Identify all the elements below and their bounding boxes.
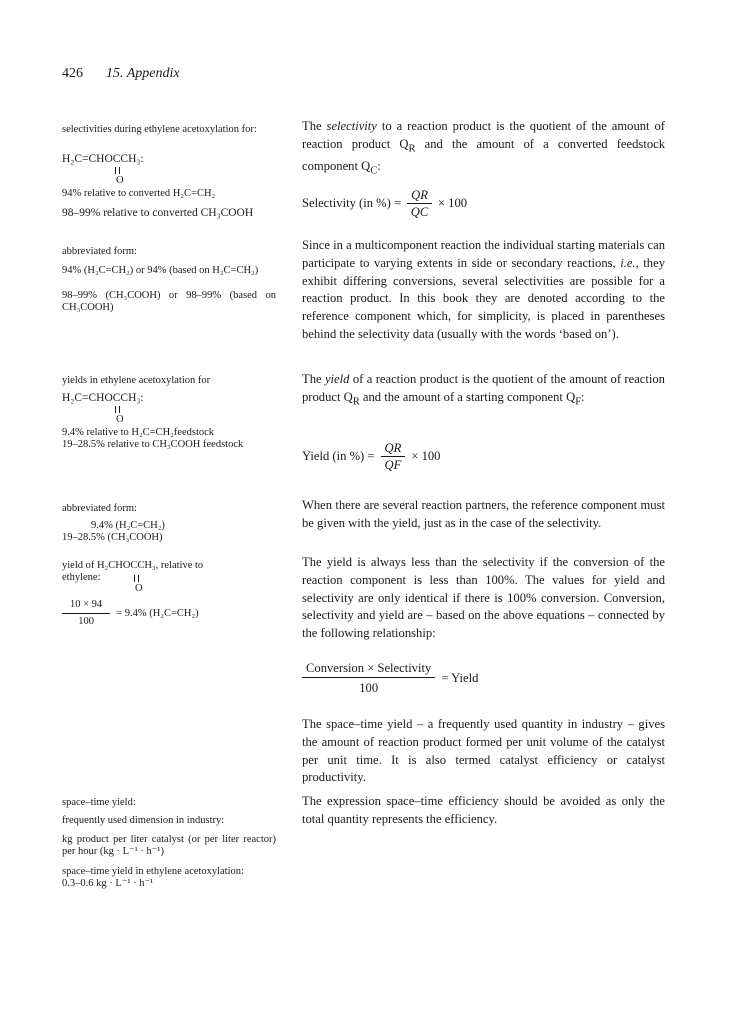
space-time-yield-unit: kg product per liter catalyst (or per liter reactor) per hour (kg · L⁻¹ · h⁻¹): [62, 834, 276, 857]
yield-formula: [302, 441, 440, 472]
yield-term: yield: [324, 372, 350, 386]
relationship-fraction: [302, 661, 435, 695]
running-head: 15. Appendix: [106, 66, 180, 81]
fraction-numerator: Conversion × Selectivity: [302, 661, 435, 678]
selectivities-label: selectivities during ethylene acetoxylation for:: [62, 124, 257, 135]
space-time-yield-value-label: space–time yield in ethylene acetoxylation:: [62, 866, 244, 877]
calc-denominator: 100: [78, 616, 94, 627]
selectivity-line-acetic-acid: 98–99% relative to converted CH₃COOH: [62, 207, 254, 219]
carbonyl-oxygen: O: [135, 583, 143, 594]
space-time-efficiency-paragraph: The expression space–time efficiency should be avoided as only the total quantity represents the efficiency.: [302, 794, 665, 826]
yield-of-label: yield of H₂CHOCCH₃, relative to ethylene:: [62, 560, 204, 583]
space-time-yield-paragraph: The space–time yield – a frequently used quantity in industry – gives the amount of reaction product formed per unit volume of the catalyst per unit time. It is also termed catalyst efficiency or catalyst productivity.: [302, 717, 665, 785]
formula-rhs: × 100: [411, 449, 441, 463]
selectivity-fraction: [407, 188, 432, 219]
yield-line-acetic-acid: 19–28.5% relative to CH₃COOH feedstock: [62, 439, 244, 450]
fraction-denominator: QF: [384, 458, 402, 472]
yield-vs-selectivity-paragraph: The yield is always less than the selectivity if the conversion of the reaction component is less than 100%. The values for yield and selectivity are only identical if there is 100% conversion. Conversion, selectivity and yield are – based on the above equations – connected by the following relationship:: [302, 555, 665, 641]
yield-line-ethylene: 9.4% relative to H₂C=CH₂feedstock: [62, 427, 215, 438]
carbonyl-oxygen: O: [116, 414, 124, 425]
selectivity-term: selectivity: [326, 119, 377, 133]
formula-vinyl-acetate-1: H₂C=CHOCCH₃:: [62, 153, 144, 165]
abbreviated-yield-ethylene: 9.4% (H₂C=CH₂): [91, 520, 165, 531]
abbreviated-form-label-2: abbreviated form:: [62, 503, 137, 514]
selectivity-definition: The selectivity to a reaction product is the quotient of the amount of reaction product $Q_R$ and the amount of a converted feedstock component $Q_C$:: [302, 119, 666, 177]
yield-definition: The yield of a reaction product is the quotient of the amount of reaction product $Q_R$ and the amount of a starting component $Q_F$:: [302, 372, 665, 408]
calc-numerator: 10 × 94: [62, 598, 110, 614]
relationship-formula: [302, 661, 478, 695]
page-number: 426: [62, 66, 83, 81]
yield-fraction: [381, 441, 406, 472]
formula-lhs: Yield (in %) =: [302, 449, 375, 463]
yield-calculation: [62, 598, 199, 629]
yields-label: yields in ethylene acetoxylation for: [62, 375, 211, 386]
formula-vinyl-acetate-2: H₂C=CHOCCH₃:: [62, 392, 144, 404]
carbonyl-oxygen: O: [116, 175, 124, 186]
selectivity-formula: [302, 188, 467, 219]
formula-lhs: Selectivity (in %) =: [302, 196, 402, 210]
formula-rhs: = Yield: [441, 670, 479, 685]
formula-rhs: × 100: [437, 196, 468, 210]
abbreviated-form-label-1: abbreviated form:: [62, 246, 137, 257]
calc-result: = 9.4% (H₂C=CH₂): [116, 607, 199, 619]
multicomponent-paragraph: Since in a multicomponent reaction the individual starting materials can participate to varying extents in side or secondary reactions, i.e., they exhibit differing conversions, several selectivities are possible for a reaction product. In this book they are denoted according to the reference component which, for simplicity, is placed in parentheses behind the selectivity data (usually with the words ‘based on’).: [302, 238, 665, 341]
space-time-yield-value: 0.3–0.6 kg · L⁻¹ · h⁻¹: [62, 878, 154, 889]
space-time-yield-label: space–time yield:: [62, 797, 136, 808]
fraction-denominator: 100: [359, 681, 379, 695]
abbreviated-selectivity-ethylene: 94% (H₂C=CH₂) or 94% (based on H₂C=CH₂): [62, 265, 259, 276]
abbreviated-yield-acetic-acid: 19–28.5% (CH₃COOH): [62, 532, 163, 543]
selectivity-line-ethylene: 94% relative to converted H₂C=CH₂: [62, 188, 216, 199]
abbreviated-selectivity-acetic-acid: 98–99% (CH₃COOH) or 98–99% (based on CH₃COOH): [62, 290, 276, 313]
reference-component-paragraph: When there are several reaction partners, the reference component must be given with the yield, just as in the case of the selectivity.: [302, 498, 665, 530]
fraction-numerator: QR: [407, 188, 432, 204]
fraction-numerator: QR: [381, 441, 406, 457]
fraction-denominator: QC: [410, 205, 429, 219]
yield-calculation-fraction: [62, 598, 110, 629]
space-time-yield-dimension: frequently used dimension in industry:: [62, 815, 225, 826]
